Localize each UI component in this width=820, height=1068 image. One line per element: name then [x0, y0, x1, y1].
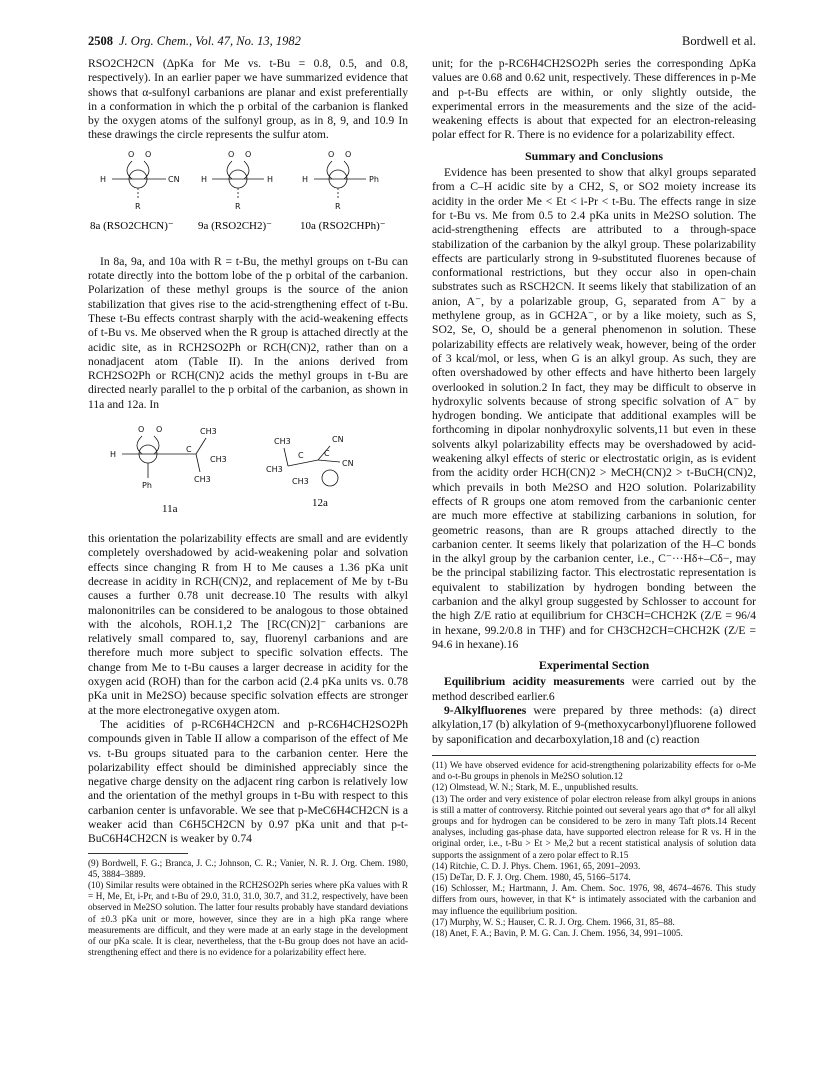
oxygen-label: O [138, 425, 145, 435]
cyano-label: CN [342, 459, 354, 469]
footnote-divider [88, 853, 188, 854]
footnote: (16) Schlosser, M.; Hartmann, J. Am. Chem. Soc. 1976, 98, 4674–4676. This study differs from ours, however, in that K⁺ is intimately associated with the carbanion and may influence the equilibrium position. [432, 883, 756, 916]
section-heading: Summary and Conclusions [524, 148, 664, 163]
hydrogen-label: H [110, 450, 117, 460]
left-column [88, 57, 408, 958]
oxygen-label: O [145, 149, 152, 159]
methyl-label: CH3 [210, 455, 227, 465]
figure-sulfonyl-carbanions [88, 147, 408, 251]
methyl-label: CH3 [200, 427, 217, 437]
paragraph: Evidence has been presented to show that alkyl groups separated from a C–H acidic site by a CH2, S, or SO2 moiety increase its acidity in the order Me < Et < i-Pr < t-Bu. The effects range in size for t-Bu vs. Me from 0.5 to 2.4 pKa units in Me2SO solution. The acid-strengthening effects are attributed to a through-space stabilization of the carbanion by the alkyl group. These polarizability effects are particularly strong in 9-substituted fluorenes because of conformational restrictions, but they occur also in open-chain substrates such as RSCH2CN. It seems likely that stabilization of an anion, A⁻, by a polarizable group, G, separated from A⁻ by a methylene group, as in GCH2A⁻, or by a like moiety, such as S, SO2, Se, O, should be a general phenomenon in solution. These polarizability effects are relatively weak, however, being of the order of 3 kcal/mol, or less, when G is an alkyl group. As such, they are often overshadowed by other effects and have hitherto been largely overlooked in solution.2 In fact, they may be difficult to observe in hydroxylic solvents because of strong specific solvation of A⁻ by hydrogen bonding. We anticipate that additional examples will be forthcoming in dipolar nonhydroxylic solvents,11 but even in these solvents alkyl polarizability effects may be overshadowed by acid-weakening alkyl effects of steric or electrostatic origin, as is evident from the acidity order HCH(CN)2 > MeCH(CN)2 > t-BuCH(CN)2, which prevails in both Me2SO and H2O solution. Polarizability effects of R groups one atom removed from the carbanionic center are much more effective at stabilizing carbanions in solution, for geometric reasons, than are R groups attached directly to the carbanion center. It seems likely that polarization of the H–C bonds in the alkyl group by the carbanion center, i.e., C⁻···Hδ+–Cδ−, may be the principal stabilizing factor. This electrostatic representation is equivalent to stabilization by hydrogen bonding between the carbanion and the alkyl group suggested by Schlosser to account for the high Z/E ratio at equilibrium for CH3CH=CHCH2K (Z/E = 96/4 in hexane, 99.2/0.8 in THF) and for CH3CH2CH=CHCH2K (Z/E = 94.6 in hexane).16 [432, 166, 756, 651]
structures-8a-9a-10a [88, 147, 408, 251]
methyl-label: CH3 [274, 437, 291, 447]
carbon-label: C [324, 449, 330, 459]
methyl-label: CH3 [266, 465, 283, 475]
run-in-heading: Equilibrium acidity measurements [444, 675, 625, 689]
oxygen-label: O [228, 149, 235, 159]
page-number: 2508 [88, 34, 113, 48]
paragraph: The acidities of p-RC6H4CH2CN and p-RC6H4CH2SO2Ph compounds given in Table II allow a comparison of the effect of Me vs. t-Bu groups situated para to the carbanion center. Here the polarizability effect should be diminished appreciably since the negative charge density on the adjacent ring carbon is relatively low and the orientation of the methyl groups in t-Bu with respect to this carbanion center is unfavorable. We see that p-MeC6H4CH2CN is a weaker acid than C6H5CH2CN by 0.97 pKa unit and that p-t-BuC6H4CH2CN is weaker by 0.74 [88, 717, 408, 846]
phenyl-label: Ph [369, 174, 379, 184]
paragraph-text: were prepared by three methods: (a) direct alkylation,17 (b) alkylation of 9-(methoxycarbonyl)fluorene followed by saponification and decarboxylation,18 and (c) reaction [432, 704, 756, 746]
journal-citation: J. Org. Chem., Vol. 47, No. 13, 1982 [119, 34, 301, 48]
hydrogen-label: H [100, 174, 107, 184]
figure-11a-12a [88, 416, 408, 528]
page-header [88, 34, 756, 50]
caption-10a: 10a (RSO2CHPh)⁻ [300, 219, 386, 232]
paragraph [432, 704, 756, 747]
paragraph: In 8a, 9a, and 10a with R = t-Bu, the methyl groups on t-Bu can rotate directly into the bottom lobe of the p orbital of the carbanion. Polarization of these methyl groups is the source of the anion stabilization that gives rise to the acid-strengthening effect of t-Bu. These t-Bu effects contrast sharply with the acid-weakening effects of t-Bu vs. Me observed when the R group is attached directly at the acidic site, as in RCH2SO2Ph or RCH(CN)2, rather than on a nonadjacent atom (Table II). In the anions derived from RCH2SO2Ph or RCH(CN)2 acids the methyl groups in t-Bu are directed nearly parallel to the p orbital of the carbanion, as shown in 11a and 12a. In [88, 254, 408, 411]
carbon-label: C [298, 451, 304, 461]
footnote: (12) Olmstead, W. N.; Stark, M. E., unpublished results. [432, 782, 639, 793]
footnote: (10) Similar results were obtained in the RCH2SO2Ph series where pKa values with R = H, Me, Et, i-Pr, and t-Bu of 29.0, 31.0, 31.0, 30.7, and 31.2, respectively, have been observed in Me2SO solution. The latter four results probably have standard deviations of ±0.3 pKa unit or more, however, since they are in a high pKa range where measurements are difficult, and they were made at an early stage in the development of our pKa scale. It is clear, nevertheless, that the t-Bu group does not have an acid-strengthening effect and there is no evidence for a polarizability effect here. [88, 879, 408, 958]
paragraph [432, 675, 756, 704]
running-authors: Bordwell et al. [682, 34, 756, 48]
run-in-heading: 9-Alkylfluorenes [444, 704, 527, 718]
footnote: (13) The order and very existence of polar electron release from alkyl groups in anions is still a matter of controversy. Ritchie pointed out several years ago that σ* for all alkyl groups and for hydrogen can be considered to be zero in many Taft plots.14 Recent analyses, including gas-phase data, have supported electron release for R vs. H in the original order, i.e., t-Bu > Et > Me,2 but a recent statistical analysis of solution data supports the assignment of a zero polar effect to R.15 [432, 793, 756, 860]
footnote-divider [432, 755, 756, 756]
caption-8a: 8a (RSO2CHCN)⁻ [90, 219, 174, 232]
paragraph-text: were carried out by the method described earlier.6 [432, 675, 756, 703]
caption-12a: 12a [312, 497, 328, 510]
section-heading: Experimental Section [538, 658, 650, 673]
carbon-label: C [186, 445, 192, 455]
caption-9a: 9a (RSO2CH2)⁻ [198, 219, 272, 232]
hydrogen-label: H [302, 174, 309, 184]
methyl-label: CH3 [194, 475, 211, 485]
footnote: (11) We have observed evidence for acid-strengthening polarizability effects for o-Me and o-t-Bu groups in phenols in Me2SO solution.12 [432, 759, 756, 782]
oxygen-label: O [345, 149, 352, 159]
footnote: (17) Murphy, W. S.; Hauser, C. R. J. Org. Chem. 1966, 31, 85–88. [432, 916, 675, 927]
r-label: R [135, 201, 141, 211]
footnote: (15) DeTar, D. F. J. Org. Chem. 1980, 45, 5166–5174. [432, 871, 631, 882]
footnote: (14) Ritchie, C. D. J. Phys. Chem. 1961, 65, 2091–2093. [432, 860, 641, 871]
cyano-label: CN [168, 174, 180, 184]
hydrogen-label: H [201, 174, 208, 184]
structures-11a-12a [88, 416, 408, 528]
phenyl-label: Ph [142, 481, 152, 491]
paragraph: this orientation the polarizability effects are small and are evidently completely overshadowed by acid-weakening polar and solvation effects since changing R from H to Me causes a 1.36 pKa unit decrease in acidity in RCH(CN)2, and replacement of Me by t-Bu causes a further 0.78 unit decrease.10 The results with alkyl malononitriles can be considered to be analogous to those obtained with the alcohols, ROH.1,2 The [RC(CN)2]⁻ carbanions are relatively small compared to, say, fluorenyl carbanions and are therefore much more subject to specific solvation effects. The change from Me to t-Bu causes a larger decrease in acidity for the oxygen acid (ROH) than for the carbon acid (2.4 pKa units vs. 0.78 pKa unit in Me2SO) because specific solvation effects are stronger at the more electronegative oxygen atom. [88, 532, 408, 717]
footnote: (18) Anet, F. A.; Bavin, P. M. G. Can. J. Chem. 1956, 34, 991–1005. [432, 928, 683, 938]
caption-11a: 11a [162, 503, 178, 516]
r-label: R [235, 201, 241, 211]
oxygen-label: O [156, 425, 163, 435]
cyano-label: CN [332, 435, 344, 445]
right-column [432, 57, 756, 939]
hydrogen-label: H [267, 174, 274, 184]
paragraph: unit; for the p-RC6H4CH2SO2Ph series the corresponding ΔpKa values are 0.68 and 0.62 unit, respectively. These differences in p-Me and p-t-Bu effects are within, or only slightly outside, the experimental errors in the measurements and the size of the acid-weakening effects is about that expected for an electron-releasing polar effect for R. There is no evidence for a polarizability effect. [432, 57, 756, 142]
oxygen-label: O [328, 149, 335, 159]
r-label: R [335, 201, 341, 211]
oxygen-label: O [245, 149, 252, 159]
methyl-label: CH3 [292, 477, 309, 487]
footnote: (9) Bordwell, F. G.; Branca, J. C.; Johnson, C. R.; Vanier, N. R. J. Org. Chem. 1980, 45, 3884–3889. [88, 857, 408, 879]
oxygen-label: O [128, 149, 135, 159]
paragraph: RSO2CH2CN (ΔpKa for Me vs. t-Bu = 0.8, 0.5, and 0.8, respectively). In an earlier paper we have summarized evidence that shows that α-sulfonyl carbanions are planar and exist preferentially in a conformation in which the p orbital of the carbanion is flanked by the oxygen atoms of the sulfonyl group, as in 8, 9, and 10.9 In these drawings the circle represents the sulfur atom. [88, 57, 408, 142]
